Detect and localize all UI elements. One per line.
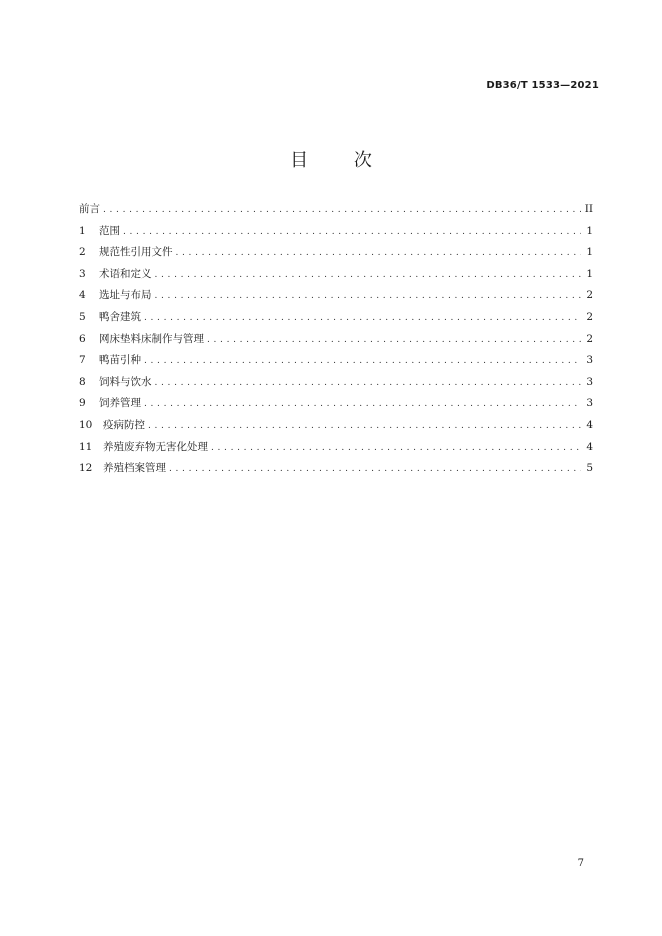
toc-entry-duck-house[interactable] [79, 307, 593, 329]
toc-leader-dots [211, 438, 581, 460]
toc-leader-dots [169, 459, 581, 481]
toc-entry-label: 疫病防控 [103, 418, 145, 431]
toc-leader-dots [155, 265, 582, 287]
toc-entry-number: 6 [79, 332, 86, 345]
toc-entry-page: 3 [586, 397, 593, 410]
toc-entry-normative-references[interactable] [79, 242, 593, 264]
toc-entry-label: 网床垫料床制作与管理 [99, 332, 204, 345]
toc-entry-label: 选址与布局 [99, 289, 152, 302]
toc-leader-dots [123, 222, 581, 244]
toc-entry-number: 10 [79, 418, 93, 431]
toc-entry-label: 范围 [99, 224, 120, 237]
toc-entry-scope[interactable] [79, 221, 593, 243]
toc-entry-label: 术语和定义 [99, 267, 152, 280]
toc-entry-number: 9 [79, 397, 86, 410]
document-code: DB36/T 1533—2021 [486, 80, 599, 91]
toc-leader-dots [144, 394, 581, 416]
toc-entry-site-layout[interactable] [79, 285, 593, 307]
toc-entry-number: 4 [79, 289, 86, 302]
toc-entry-net-bed-litter[interactable] [79, 329, 593, 351]
toc-entry-number: 11 [79, 440, 93, 453]
toc-entry-page: 3 [586, 375, 593, 388]
toc-entry-disease-control[interactable] [79, 415, 593, 437]
toc-leader-dots [155, 373, 582, 395]
toc-leader-dots [144, 351, 581, 373]
toc-entry-waste-treatment[interactable] [79, 437, 593, 459]
toc-entry-number: 2 [79, 246, 86, 259]
toc-entry-page: II [584, 203, 593, 215]
toc-entry-number: 7 [79, 354, 86, 367]
toc-leader-dots [148, 416, 581, 438]
toc-entry-page: 1 [586, 267, 593, 280]
toc-entry-label: 鸭舍建筑 [99, 310, 141, 323]
toc-entry-page: 1 [586, 246, 593, 259]
toc-entry-number: 8 [79, 375, 86, 388]
toc-entry-number: 3 [79, 267, 86, 280]
toc-entry-feed-water[interactable] [79, 372, 593, 394]
toc-entry-page: 1 [586, 224, 593, 237]
toc-entry-breeding-records[interactable] [79, 458, 593, 480]
toc-entry-label: 规范性引用文件 [99, 246, 173, 259]
toc-entry-label: 前言 [79, 203, 100, 215]
page-title: 目 次 [290, 150, 392, 171]
toc-entry-label: 养殖废弃物无害化处理 [103, 440, 208, 453]
toc-leader-dots [207, 330, 581, 352]
toc-entry-feeding-management[interactable] [79, 393, 593, 415]
toc-entry-page: 2 [586, 310, 593, 323]
toc-entry-number: 1 [79, 224, 86, 237]
toc-entry-number: 12 [79, 462, 93, 475]
toc-entry-duckling-introduction[interactable] [79, 350, 593, 372]
toc-leader-dots [155, 286, 582, 308]
toc-entry-number: 5 [79, 310, 86, 323]
toc-entry-page: 5 [586, 462, 593, 475]
toc-entry-page: 3 [586, 354, 593, 367]
toc-entry-label: 养殖档案管理 [103, 462, 166, 475]
toc-entry-label: 饲养管理 [99, 397, 141, 410]
toc-leader-dots [176, 243, 582, 265]
page-number: 7 [577, 858, 584, 869]
toc-entry-page: 2 [586, 289, 593, 302]
toc-entry-page: 2 [586, 332, 593, 345]
table-of-contents [79, 199, 593, 480]
toc-entry-label: 饲料与饮水 [99, 375, 152, 388]
toc-entry-terms-definitions[interactable] [79, 264, 593, 286]
toc-entry-page: 4 [586, 440, 593, 453]
toc-entry-page: 4 [586, 418, 593, 431]
toc-leader-dots [144, 308, 581, 330]
toc-entry-label: 鸭苗引种 [99, 354, 141, 367]
toc-entry-foreword[interactable] [79, 199, 593, 221]
toc-leader-dots [103, 200, 581, 222]
